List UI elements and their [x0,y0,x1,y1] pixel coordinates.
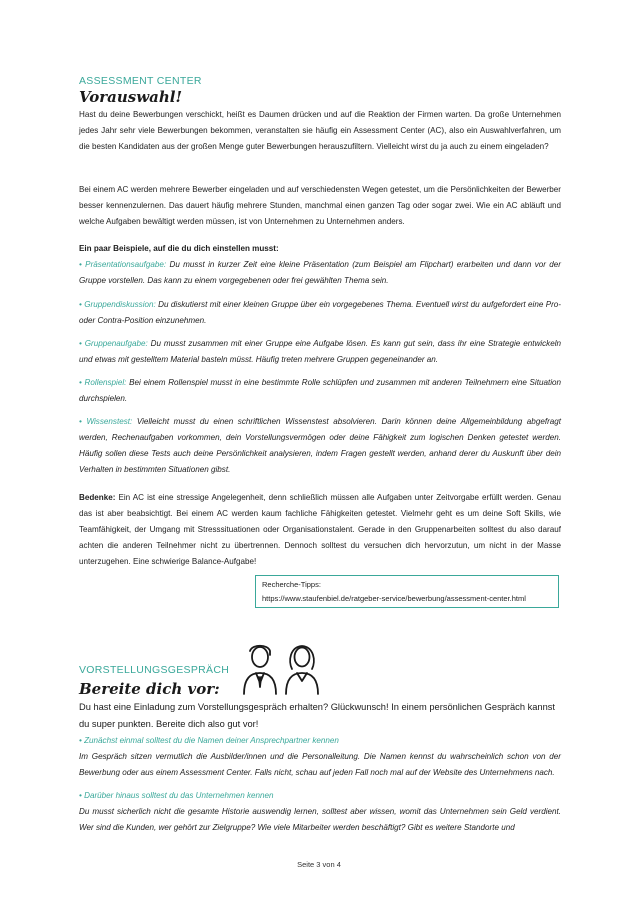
bullet-gruppenaufgabe [79,336,561,368]
bullet-text: Bei einem Rollenspiel musst in eine bestimmte Rolle schlüpfen und zusammen mit anderen Teilnehmern eine Situation durchspielen. [79,378,562,403]
bullet-label: Gruppendiskussion: [84,300,156,309]
research-tips-link[interactable]: https://www.staufenbiel.de/ratgeber-service/bewerbung/assessment-center.html [262,594,526,603]
bullet-ansprechpartner-text: Im Gespräch sitzen vermutlich die Ausbilder/innen und die Personalleitung. Die Namen kennst du wahrscheinlich schon von der Bewerbung oder aus einem Assessment Center. Falls nicht, schau auf jeden Fall noch mal auf der Website des Unternehmens nach. [79,752,561,777]
bullet-wissenstest [79,414,561,478]
caution-paragraph [79,490,561,570]
section-title-vorauswahl: Vorauswahl! [79,88,183,106]
section-title-bereite-dich-vor: Bereite dich vor: [79,680,220,698]
bullet-label: Darüber hinaus solltest du das Unternehmen kennen [84,791,274,800]
examples-heading: Ein paar Beispiele, auf die du dich einstellen musst: [79,244,279,253]
bullet-unternehmen-text: Du musst sicherlich nicht die gesamte Historie auswendig lernen, solltest aber wissen, womit das Unternehmen sein Geld verdient. Wer sind die Kunden, wer gehört zur Zielgruppe? Wie viele Mitarbeiter werden beschäftigt? Gibt es weitere Standorte und [79,807,561,832]
bullet-label: Rollenspiel: [84,378,127,387]
bullet-unternehmen-label-line [79,788,561,804]
vg-intro-paragraph: Du hast eine Einladung zum Vorstellungsgespräch erhalten? Glückwunsch! In einem persönlichen Gespräch kannst du super punkten. Bereite dich also gut vor! [79,702,555,729]
bullet-label: Präsentationsaufgabe: [85,260,167,269]
bullet-text: Du musst zusammen mit einer Gruppe eine Aufgabe lösen. Es kann gut sein, dass ihr eine Strategie entwickeln und etwas mit gestelltem Material basteln müsst. Häufig treten mehrere Gruppen gegeneinander an. [79,339,561,364]
caution-text: Ein AC ist eine stressige Angelegenheit, denn schließlich müssen alle Aufgaben unter Zeitvorgabe erfüllt werden. Genau das ist aber beabsichtigt. Bei einem AC werden kaum fachliche Fähigkeiten getestet. Vielmehr geht es um deine Soft Skills, wie Teamfähigkeit, der Umgang mit Stresssituationen oder Organisationstalent. Gerade in den Gruppenarbeiten solltest du also darauf achten die anderen Teilnehmer nicht zu übertrennen. Dennoch solltest du versuchen dich hervorzutun, um nicht in der Masse unterzugehen. Eine schwierige Balance-Aufgabe! [79,493,561,566]
bullet-label: Gruppenaufgabe: [84,339,148,348]
bullet-dot: • [79,791,82,800]
bullet-gruppendiskussion [79,297,561,329]
bullet-text: Vielleicht musst du einen schriftlichen Wissenstest absolvieren. Darin können deine Allgemeinbildung abgefragt werden, Rechenaufgaben vorkommen, dein Vorstellungsvermögen oder deine Fähigkeit zum logischen Denken getestet werden. Häufig sollen diese Tests auch deine Persönlichkeit analysieren, indem Fragen gestellt werden, anhand derer du Auskunft über dein Verhalten in bestimmten Situationen gibst. [79,417,562,474]
ac-second-paragraph: Bei einem AC werden mehrere Bewerber eingeladen und auf verschiedensten Wegen getestet, um die Persönlichkeiten der Bewerber besser kennenzulernen. Das dauert häufig mehrere Stunden, manchmal einen ganzen Tag oder sogar zwei. Wie ein AC abläuft und welche Aufgaben bewältigt werden müssen, ist von Unternehmen zu Unternehmen anders. [79,185,561,226]
bullet-dot: • [79,300,82,309]
bullet-rollenspiel [79,375,561,407]
research-tips-box [255,575,559,608]
bullet-dot: • [79,260,82,269]
bullet-dot: • [79,339,82,348]
section-label-assessment-center: ASSESSMENT CENTER [79,75,202,87]
bullet-text: Du musst in kurzer Zeit eine kleine Präsentation (zum Beispiel am Flipchart) erarbeiten und dann vor der Gruppe vorstellen. Das kann zu einem vorgegebenen oder frei gewählten Thema sein. [79,260,561,285]
bullet-text: Du diskutierst mit einer kleinen Gruppe über ein vorgegebenes Thema. Eventuell wirst du aufgefordert eine Pro- oder Contra-Position einzunehmen. [79,300,562,325]
bullet-label: Wissenstest: [86,417,133,426]
bullet-dot: • [79,417,82,426]
bullet-label: Zunächst einmal solltest du die Namen deiner Ansprechpartner kennen [84,736,339,745]
bullet-praesentation [79,257,561,289]
research-tips-title: Recherche-Tipps: [262,580,321,589]
caution-label: Bedenke: [79,493,116,502]
section-label-vorstellungsgespraech: VORSTELLUNGSGESPRÄCH [79,664,230,676]
ac-intro-paragraph: Hast du deine Bewerbungen verschickt, heißt es Daumen drücken und auf die Reaktion der Firmen warten. Da große Unternehmen jedes Jahr sehr viele Bewerbungen bekommen, veranstalten sie häufig ein Assessment Center (AC), also ein Auswahlverfahren, um die besten Kandidaten aus der großen Menge guter Bewerbungen herauszufiltern. Vielleicht wirst du ja auch zu einem eingeladen? [79,110,561,151]
page-number: Seite 3 von 4 [297,860,341,869]
bullet-dot: • [79,736,82,745]
bullet-dot: • [79,378,82,387]
bullet-ansprechpartner-label-line [79,733,561,749]
two-people-icon [242,643,332,695]
